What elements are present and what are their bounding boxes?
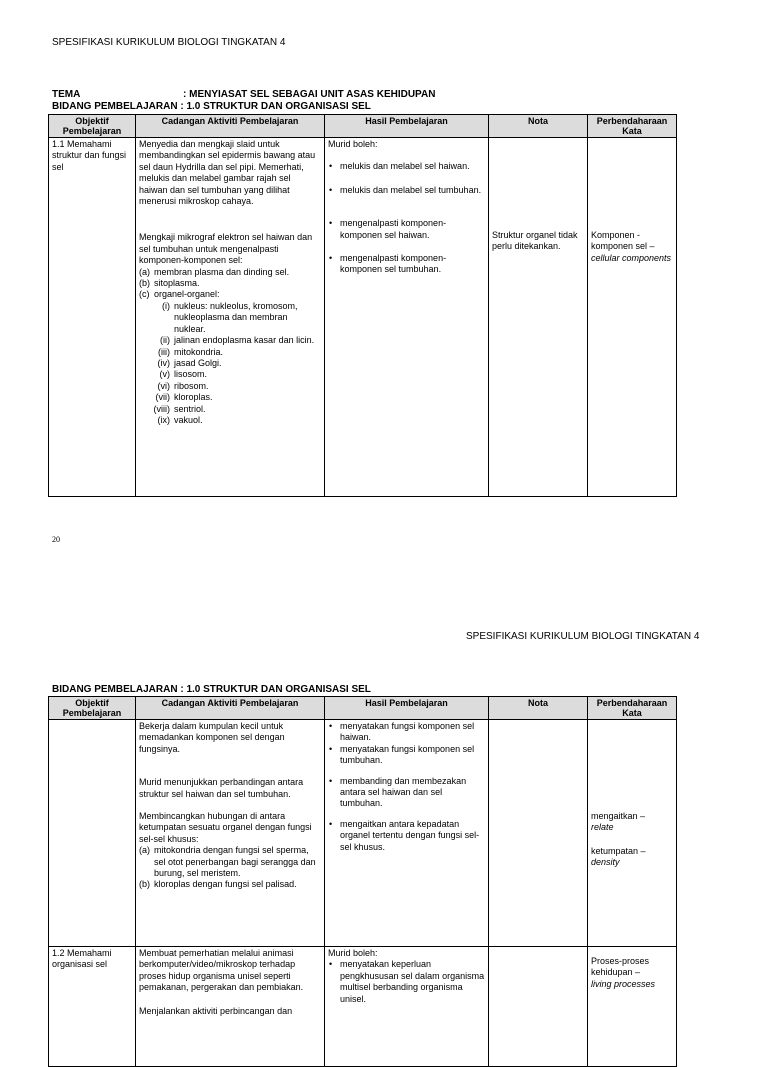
roman-item: (vi) ribosom. <box>157 380 209 391</box>
outcome-item: • menyatakan fungsi komponen sel haiwan. <box>328 721 485 744</box>
vocab-term: mengaitkan – <box>591 811 646 821</box>
outcome-cell <box>325 138 489 497</box>
col-perbendaharaan: Perbendaharaan Kata <box>588 697 677 720</box>
col-objektif: Objektif Pembelajaran <box>49 115 136 138</box>
vocab-cell <box>588 720 677 947</box>
roman-item: (viii) sentriol. <box>153 403 206 414</box>
activity-text: Membuat pemerhatian melalui animasi berkomputer/video/mikroskop terhadap proses hidup organisma unisel seperti pemakanan, pergerakan dan pembiakan. <box>139 948 304 993</box>
vocab-english: cellular components <box>591 252 672 263</box>
vocab-english: density <box>591 857 620 868</box>
outcome-item: • melukis dan melabel sel haiwan. <box>328 161 485 172</box>
roman-item: (ii) jalinan endoplasma kasar dan licin. <box>160 335 315 346</box>
alpha-item: (a) membran plasma dan dinding sel. <box>139 266 290 277</box>
alpha-item: (b) sitoplasma. <box>139 278 200 289</box>
objective-cell <box>49 720 136 947</box>
activity-cell <box>136 720 325 947</box>
nota-cell <box>489 138 588 497</box>
outcome-intro: Murid boleh: <box>328 139 378 149</box>
alpha-item: (a) mitokondria dengan fungsi sel sperma, sel otot penerbangan bagi serangga dan burung, sel meristem. <box>139 845 316 879</box>
outcome-item: • mengaitkan antara kepadatan organel tertentu dengan fungsi sel-sel khusus. <box>328 819 485 853</box>
col-nota: Nota <box>489 115 588 138</box>
col-cadangan: Cadangan Aktiviti Pembelajaran <box>136 115 325 138</box>
activity-cell <box>136 947 325 1067</box>
outcome-item: • melukis dan melabel sel tumbuhan. <box>328 185 485 196</box>
roman-item: (vii) kloroplas. <box>155 392 213 403</box>
vocab-cell <box>588 138 677 497</box>
objective-text: 1.1 Memahami struktur dan fungsi sel <box>52 139 127 172</box>
activity-text: Menyedia dan mengkaji slaid untuk membandingkan sel epidermis bawang atau sel daun Hydrilla dan sel pipi. Memerhati, melukis dan melabel gambar rajah sel haiwan dan sel tumbuhan yang dilihat menerusi mikroskop cahaya. <box>139 139 316 207</box>
spec-table-2 <box>48 696 677 1067</box>
objective-text: 1.2 Memahami organisasi sel <box>52 948 112 970</box>
nota-text: Struktur organel tidak perlu ditekankan. <box>492 230 578 252</box>
bidang-heading: BIDANG PEMBELAJARAN : 1.0 STRUKTUR DAN ORGANISASI SEL <box>52 684 371 695</box>
vocab-english: relate <box>591 822 614 833</box>
bidang-heading: BIDANG PEMBELAJARAN : 1.0 STRUKTUR DAN ORGANISASI SEL <box>52 101 371 112</box>
objective-cell <box>49 138 136 497</box>
objective-cell <box>49 947 136 1067</box>
activity-text: Menjalankan aktiviti perbincangan dan <box>139 1005 293 1016</box>
roman-item: (iii) mitokondria. <box>158 346 224 357</box>
outcome-item: • menyatakan fungsi komponen sel tumbuhan. <box>328 744 485 767</box>
spec-table-1 <box>48 114 677 497</box>
vocab-english: living processes <box>591 978 656 989</box>
col-hasil: Hasil Pembelajaran <box>325 115 489 138</box>
outcome-cell <box>325 947 489 1067</box>
activity-text: Murid menunjukkan perbandingan antara struktur sel haiwan dan sel tumbuhan. <box>139 777 304 799</box>
nota-cell <box>489 720 588 947</box>
vocab-cell <box>588 947 677 1067</box>
alpha-item: (b) kloroplas dengan fungsi sel palisad. <box>139 879 297 890</box>
roman-item: (i) nukleus: nukleolus, kromosom, nukleoplasma dan membran nuklear. <box>162 300 298 334</box>
outcome-intro: Murid boleh: <box>328 948 378 958</box>
activity-cell <box>136 138 325 497</box>
page-number: 20 <box>52 535 60 544</box>
col-cadangan: Cadangan Aktiviti Pembelajaran <box>136 697 325 720</box>
page-header: SPESIFIKASI KURIKULUM BIOLOGI TINGKATAN 4 <box>52 37 286 48</box>
tema-label: TEMA <box>52 89 81 100</box>
col-objektif: Objektif Pembelajaran <box>49 697 136 720</box>
col-perbendaharaan: Perbendaharaan Kata <box>588 115 677 138</box>
col-nota: Nota <box>489 697 588 720</box>
alpha-item: (c) organel-organel: <box>139 289 220 300</box>
vocab-term: ketumpatan – <box>591 845 646 856</box>
outcome-cell <box>325 720 489 947</box>
vocab-term: Komponen - komponen sel – <box>591 230 655 252</box>
col-hasil: Hasil Pembelajaran <box>325 697 489 720</box>
page-header: SPESIFIKASI KURIKULUM BIOLOGI TINGKATAN 4 <box>466 631 700 642</box>
tema-value: : MENYIASAT SEL SEBAGAI UNIT ASAS KEHIDUPAN <box>183 89 436 100</box>
activity-text: Membincangkan hubungan di antara ketumpatan sesuatu organel dengan fungsi sel-sel khusus: <box>139 811 312 844</box>
nota-cell <box>489 947 588 1067</box>
outcome-item: • membanding dan membezakan antara sel haiwan dan sel tumbuhan. <box>328 776 485 810</box>
activity-text: Bekerja dalam kumpulan kecil untuk memadankan komponen sel dengan fungsinya. <box>139 721 285 754</box>
activity-text: Mengkaji mikrograf elektron sel haiwan dan sel tumbuhan untuk mengenalpasti komponen-komponen sel: <box>139 232 313 266</box>
roman-item: (ix) vakuol. <box>157 414 203 425</box>
outcome-item: • mengenalpasti komponen-komponen sel tumbuhan. <box>328 253 485 276</box>
roman-item: (iv) jasad Golgi. <box>157 357 222 368</box>
outcome-item: • menyatakan keperluan pengkhususan sel dalam organisma multisel berbanding organisma unisel. <box>328 959 485 1005</box>
outcome-item: • mengenalpasti komponen-komponen sel haiwan. <box>328 218 485 241</box>
vocab-term: Proses-proses kehidupan – <box>591 956 650 978</box>
roman-item: (v) lisosom. <box>159 369 208 380</box>
